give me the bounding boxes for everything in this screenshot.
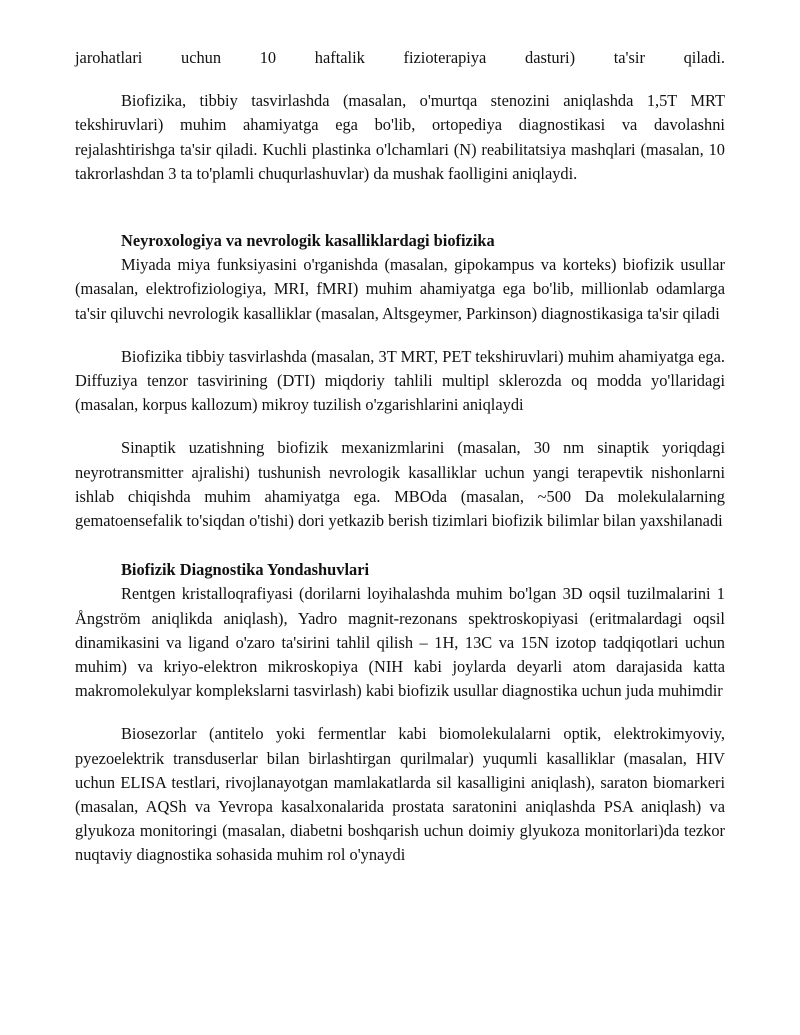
paragraph-brain-function: Miyada miya funksiyasini o'rganishda (masalan, gipokampus va korteks) biofizik usullar (masalan, elektrofiziologiya, MRI, fMRI) muhim ahamiyatga ega bo'lib, millionlab odamlarga ta'sir qiluvchi nevrologik kasalliklar (masalan, Altsgeymer, Parkinson) diagnostikasiga ta'sir qiladi: [75, 255, 725, 323]
paragraph-medical-imaging: Biofizika tibbiy tasvirlashda (masalan, 3T MRT, PET tekshiruvlari) muhim ahamiyatga ega. Diffuziya tenzor tasvirining (DTI) miqdoriy tahlili multipl sklerozda oq modda yo'llaridagi (masalan, korpus kallozum) mikroy tuzilish o'zgarishlarini aniqlaydi: [75, 346, 725, 415]
paragraph-continuation: jarohatlari uchun 10 haftalik fizioterapiya dasturi) ta'sir qiladi.: [75, 48, 725, 67]
paragraph-crystallography: Rentgen kristalloqrafiyasi (dorilarni loyihalashda muhim bo'lgan 3D oqsil tuzilmalarini 1 Ångström aniqlikda aniqlash), Yadro magnit-rezonans spektroskopiyasi (eritmalardagi oqsil dinamikasini va ligand o'zaro ta'sirini tahlil qilish – 1H, 13C va 15N izotop tadqiqotlari uchun muhim) va kriyo-elektron mikroskopiya (NIH kabi joylarda deyarli atom darajasida katta makromolekulyar komplekslarni tasvirlash) kabi biofizik usullar diagnostika uchun juda muhimdir: [75, 584, 725, 701]
section-heading-neurology: Neyroxologiya va nevrologik kasalliklardagi biofizika: [121, 231, 495, 251]
paragraph-synaptic-transmission: Sinaptik uzatishning biofizik mexanizmlarini (masalan, 30 nm sinaptik yoriqdagi neyrotransmitter ajralishi) tushunish nevrologik kasalliklar uchun yangi terapevtik nishonlarni ishlab chiqishda muhim ahamiyatga ega. MBOda (masalan, ~500 Da molekulalarning gematoensefalik to'siqdan o'tishi) dori yetkazib berish tizimlari biofizik bilimlar bilan yaxshilanadi: [75, 438, 725, 531]
document-page: [75, 46, 725, 868]
section-heading-diagnostics: Biofizik Diagnostika Yondashuvlari: [121, 560, 370, 580]
paragraph-imaging-orthopedics: Biofizika, tibbiy tasvirlashda (masalan, o'murtqa stenozini aniqlashda 1,5T MRT tekshiruvlari) muhim ahamiyatga ega bo'lib, ortopediya diagnostikasi va davolashni rejalashtirishga ta'sir qiladi. Kuchli plastinka o'lchamlari (N) reabilitatsiya mashqlari (masalan, 10 takrorlashdan 3 ta to'plamli chuqurlashuvlar) da mushak faolligini aniqlaydi.: [75, 91, 725, 183]
paragraph-biosensors: Biosezorlar (antitelo yoki fermentlar kabi biomolekulalarni optik, elektrokimyoviy, pyezoelektrik transduserlar bilan birlashtirgan qurilmalar) yuqumli kasalliklar (masalan, HIV uchun ELISA testlari, rivojlanayotgan mamlakatlarda sil kasalligini aniqlash), saraton biomarkeri (masalan, AQSh va Yevropa kasalxonalarida prostata saratonini aniqlashda PSA aniqlash) va glyukoza monitoringi (masalan, diabetni boshqarish uchun doimiy glyukoza monitorlari)da tezkor nuqtaviy diagnostika sohasida muhim rol o'ynaydi: [75, 724, 725, 865]
